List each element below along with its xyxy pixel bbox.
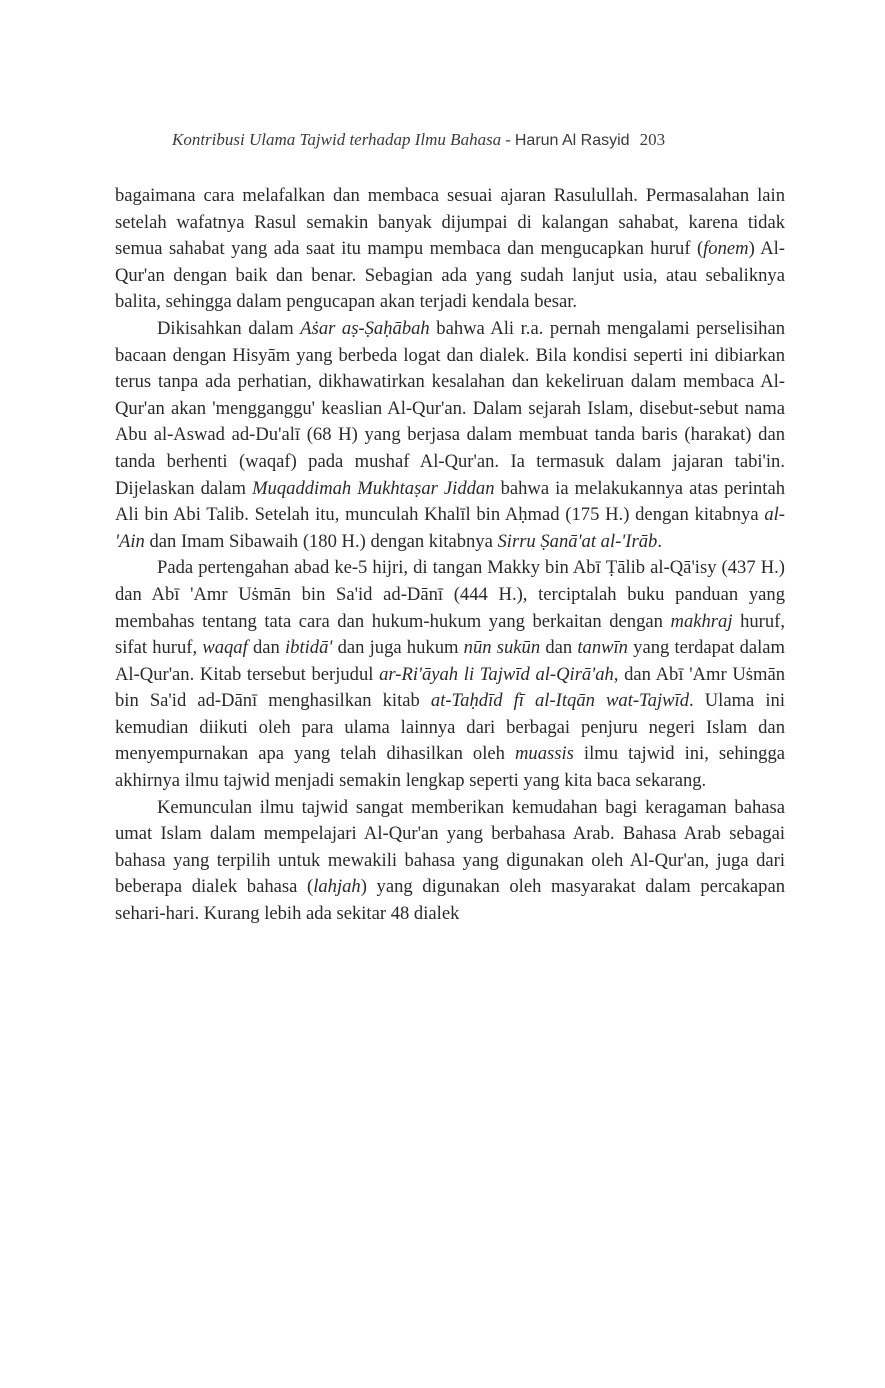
text-run: ilmu tajwid ini, sehingga akhirnya ilmu tajwid menjadi semakin lengkap seperti yang kita baca sekarang. xyxy=(115,743,785,792)
italic-term: al-'Ain xyxy=(115,504,785,552)
text-run: ) Al-Qur'an dengan baik dan benar. Sebagian ada yang sudah lanjut usia, atau sebaliknya balita, sehingga dalam pengucapan akan terjadi kendala besar. xyxy=(115,238,785,313)
text-run: Pada pertengahan abad ke-5 hijri, di tangan Makky bin Abī Ṭālib al-Qā'isy (437 H.) dan Abī 'Amr Uṡmān bin Sa'id ad-Dānī (444 H.), terciptalah buku panduan yang membahas tentang tata cara dan hukum-hukum yang berkaitan dengan xyxy=(115,557,785,632)
page-number: 203 xyxy=(639,130,666,149)
paragraph xyxy=(115,555,785,794)
text-run: bagaimana cara melafalkan dan membaca sesuai ajaran Rasulullah. Permasalahan lain setelah wafatnya Rasul semakin banyak dijumpai di kalangan sahabat, karena tidak semua sahabat yang ada saat itu mampu membaca dan mengucapkan huruf ( xyxy=(115,185,785,260)
italic-term: ar-Ri'āyah li Tajwīd al-Qirā'ah xyxy=(379,663,614,685)
text-run: huruf, sifat huruf, xyxy=(115,610,785,659)
running-header xyxy=(172,130,780,150)
text-run: dan Imam Sibawaih (180 H.) dengan kitabnya xyxy=(144,530,498,552)
italic-term: waqaf xyxy=(202,637,248,659)
text-run: dan juga hukum xyxy=(332,637,464,659)
text-run: bahwa ia melakukannya atas perintah Ali bin Abi Talib. Setelah itu, munculah Khalīl bin Aḥmad (175 H.) dengan kitabnya xyxy=(115,477,785,526)
text-run: Dikisahkan dalam xyxy=(157,317,301,339)
text-run: bahwa Ali r.a. pernah mengalami perselisihan bacaan dengan Hisyām yang berbeda logat dan dialek. Bila kondisi seperti ini dibiarkan terus tanpa ada perhatian, dikhawatirkan kesalahan dan kekeliruan dalam membaca Al-Qur'an akan 'mengganggu' keaslian Al-Qur'an. Dalam sejarah Islam, disebut-sebut nama Abu al-Aswad ad-Du'alī (68 H) yang berjasa dalam membuat tanda baris (harakat) dan tanda berhenti (waqaf) pada mushaf Al-Qur'an. Ia termasuk dalam jajaran tabi'in. Dijelaskan dalam xyxy=(115,317,786,499)
paragraph xyxy=(115,316,785,555)
italic-term: at-Taḥdīd fī al-Itqān wat-Tajwīd xyxy=(430,690,690,712)
italic-term: Muqaddimah Mukhtaṣar Jiddan xyxy=(252,477,495,499)
italic-term: nūn sukūn xyxy=(463,637,541,659)
text-run: . Ulama ini kemudian diikuti oleh para ulama lainnya dari berbagai penjuru negeri Islam dan menyempurnakan apa yang telah dihasilkan oleh xyxy=(115,690,786,765)
text-run: ) yang digunakan oleh masyarakat dalam percakapan sehari-hari. Kurang lebih ada sekitar 48 dialek xyxy=(115,876,785,925)
italic-term: Sirru Ṣanā'at al-'Irāb xyxy=(497,530,658,552)
running-header-separator: - xyxy=(505,130,511,149)
italic-term: lahjah xyxy=(313,876,361,898)
text-run: . xyxy=(657,530,662,552)
italic-term: Aṡar aṣ-Ṣaḥābah xyxy=(300,317,430,339)
text-run: dan xyxy=(247,637,286,659)
paragraph xyxy=(115,183,785,316)
italic-term: ibtidā' xyxy=(285,637,333,659)
body-text xyxy=(115,183,785,928)
text-run: , dan Abī 'Amr Uṡmān bin Sa'id ad-Dānī menghasilkan kitab xyxy=(115,663,785,712)
text-run: Kemunculan ilmu tajwid sangat memberikan kemudahan bagi keragaman bahasa umat Islam dalam mempelajari Al-Qur'an yang berbahasa Arab. Bahasa Arab sebagai bahasa yang terpilih untuk mewakili bahasa yang digunakan oleh Al-Qur'an, juga dari beberapa dialek bahasa ( xyxy=(115,796,785,898)
italic-term: fonem xyxy=(703,238,749,260)
italic-term: muassis xyxy=(514,743,574,765)
italic-term: tanwīn xyxy=(577,637,628,659)
text-run: dan xyxy=(540,637,578,659)
running-header-author: Harun Al Rasyid xyxy=(514,132,630,149)
running-header-title: Kontribusi Ulama Tajwid terhadap Ilmu Bahasa xyxy=(172,130,502,149)
text-run: yang terdapat dalam Al-Qur'an. Kitab tersebut berjudul xyxy=(115,637,785,685)
italic-term: makhraj xyxy=(670,610,733,632)
paragraph xyxy=(115,795,785,928)
